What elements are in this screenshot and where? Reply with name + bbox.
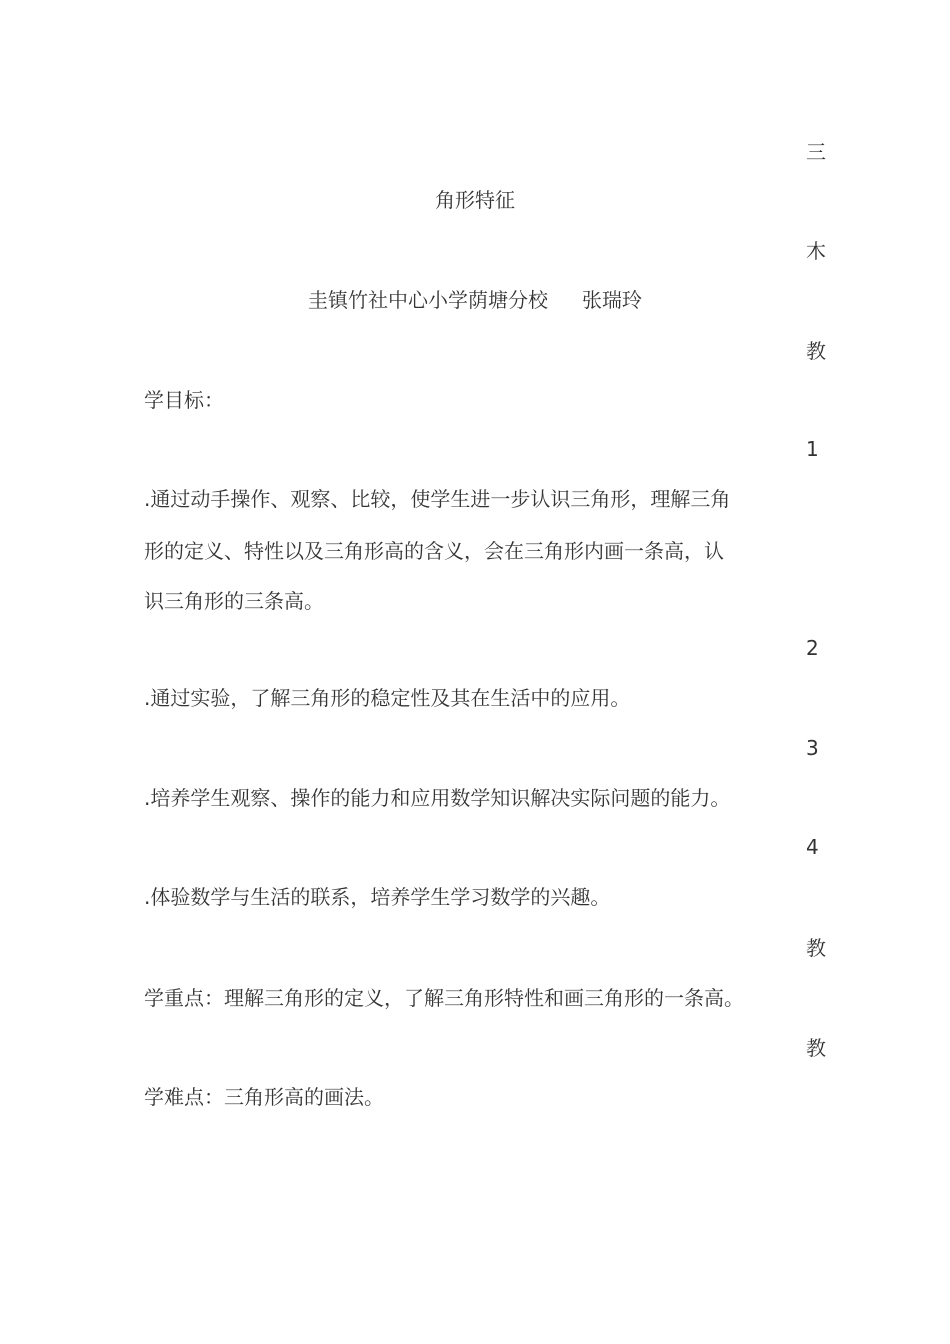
- difficulty: 学难点：三角形高的画法。: [144, 1085, 384, 1109]
- fragment-jiao-3: 教: [806, 1036, 826, 1060]
- number-1: 1: [806, 437, 819, 461]
- number-2: 2: [806, 636, 819, 660]
- goals-heading: 学目标：: [144, 388, 224, 412]
- goal-2: .通过实验，了解三角形的稳定性及其在生活中的应用。: [144, 686, 631, 710]
- fragment-mu: 木: [806, 239, 826, 263]
- fragment-san: 三: [806, 140, 826, 164]
- key-point: 学重点：理解三角形的定义，了解三角形特性和画三角形的一条高。: [144, 986, 744, 1010]
- fragment-jiao-1: 教: [806, 339, 826, 363]
- author-name: 张瑞玲: [582, 288, 642, 312]
- document-title: 角形特征: [435, 188, 515, 212]
- number-4: 4: [806, 835, 819, 859]
- goal-1-line-1: .通过动手操作、观察、比较，使学生进一步认识三角形，理解三角: [144, 487, 731, 511]
- goal-3: .培养学生观察、操作的能力和应用数学知识解决实际问题的能力。: [144, 786, 731, 810]
- fragment-jiao-2: 教: [806, 936, 826, 960]
- number-3: 3: [806, 736, 819, 760]
- goal-4: .体验数学与生活的联系，培养学生学习数学的兴趣。: [144, 885, 611, 909]
- goal-1-line-2: 形的定义、特性以及三角形高的含义，会在三角形内画一条高，认: [144, 539, 724, 563]
- author-school: 圭镇竹社中心小学荫塘分校: [308, 288, 548, 312]
- author-line: [0, 286, 950, 314]
- goal-1-line-3: 识三角形的三条高。: [144, 589, 324, 613]
